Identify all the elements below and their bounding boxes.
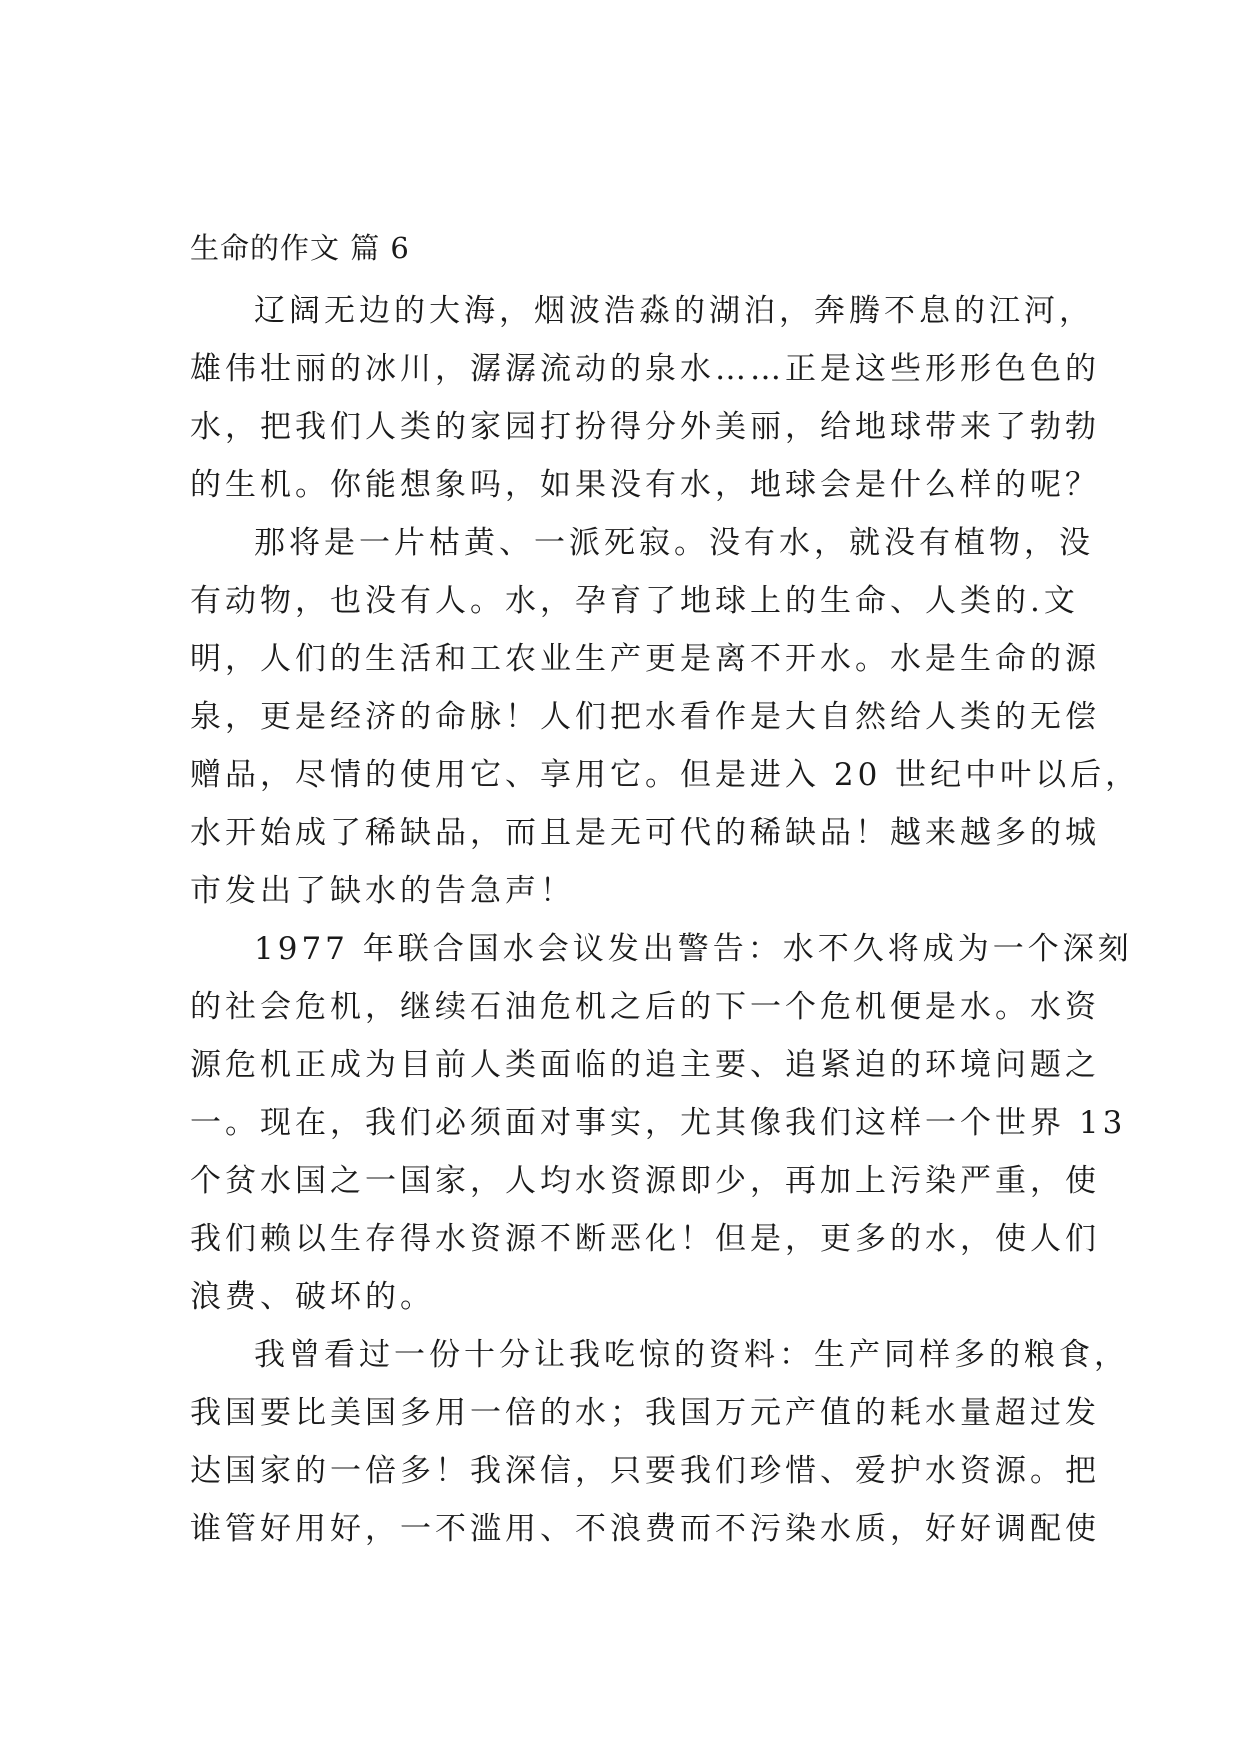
- paragraph-1-line-3: 水，把我们人类的家园打扮得分外美丽，给地球带来了勃勃: [190, 409, 1100, 445]
- paragraph-4-line-3: 达国家的一倍多！我深信，只要我们珍惜、爱护水资源。把: [190, 1453, 1100, 1489]
- paragraph-4-line-4: 谁管好用好，一不滥用、不浪费而不污染水质，好好调配使: [190, 1511, 1100, 1547]
- paragraph-3-line-5: 个贫水国之一国家，人均水资源即少，再加上污染严重，使: [190, 1163, 1100, 1199]
- paragraph-1-line-4: 的生机。你能想象吗，如果没有水，地球会是什么样的呢？: [190, 467, 1100, 503]
- document-page: [190, 0, 1141, 1754]
- paragraph-4-line-2: 我国要比美国多用一倍的水；我国万元产值的耗水量超过发: [190, 1395, 1100, 1431]
- document-title: 生命的作文 篇 6: [190, 231, 410, 265]
- paragraph-2-line-5: 赠品，尽情的使用它、享用它。但是进入 20 世纪中叶以后，: [190, 757, 1141, 793]
- paragraph-2-line-6: 水开始成了稀缺品，而且是无可代的稀缺品！越来越多的城: [190, 815, 1100, 851]
- paragraph-2-line-7: 市发出了缺水的告急声！: [190, 873, 575, 909]
- paragraph-2-line-4: 泉，更是经济的命脉！人们把水看作是大自然给人类的无偿: [190, 699, 1100, 735]
- paragraph-2-line-2: 有动物，也没有人。水，孕育了地球上的生命、人类的.文: [190, 583, 1079, 619]
- paragraph-1-line-2: 雄伟壮丽的冰川，潺潺流动的泉水……正是这些形形色色的: [190, 351, 1100, 387]
- paragraph-1-line-1: 辽阔无边的大海，烟波浩淼的湖泊，奔腾不息的江河，: [254, 293, 1094, 329]
- paragraph-4-line-1: 我曾看过一份十分让我吃惊的资料：生产同样多的粮食，: [254, 1337, 1129, 1373]
- paragraph-3-line-4: 一。现在，我们必须面对事实，尤其像我们这样一个世界 13: [190, 1105, 1127, 1141]
- paragraph-3-line-1: 1977 年联合国水会议发出警告：水不久将成为一个深刻: [254, 931, 1133, 967]
- paragraph-3-line-6: 我们赖以生存得水资源不断恶化！但是，更多的水，使人们: [190, 1221, 1100, 1257]
- paragraph-3-line-7: 浪费、破坏的。: [190, 1279, 435, 1315]
- paragraph-2-line-3: 明，人们的生活和工农业生产更是离不开水。水是生命的源: [190, 641, 1100, 677]
- paragraph-3-line-3: 源危机正成为目前人类面临的追主要、追紧迫的环境问题之: [190, 1047, 1100, 1083]
- paragraph-2-line-1: 那将是一片枯黄、一派死寂。没有水，就没有植物，没: [254, 525, 1094, 561]
- paragraph-3-line-2: 的社会危机，继续石油危机之后的下一个危机便是水。水资: [190, 989, 1100, 1025]
